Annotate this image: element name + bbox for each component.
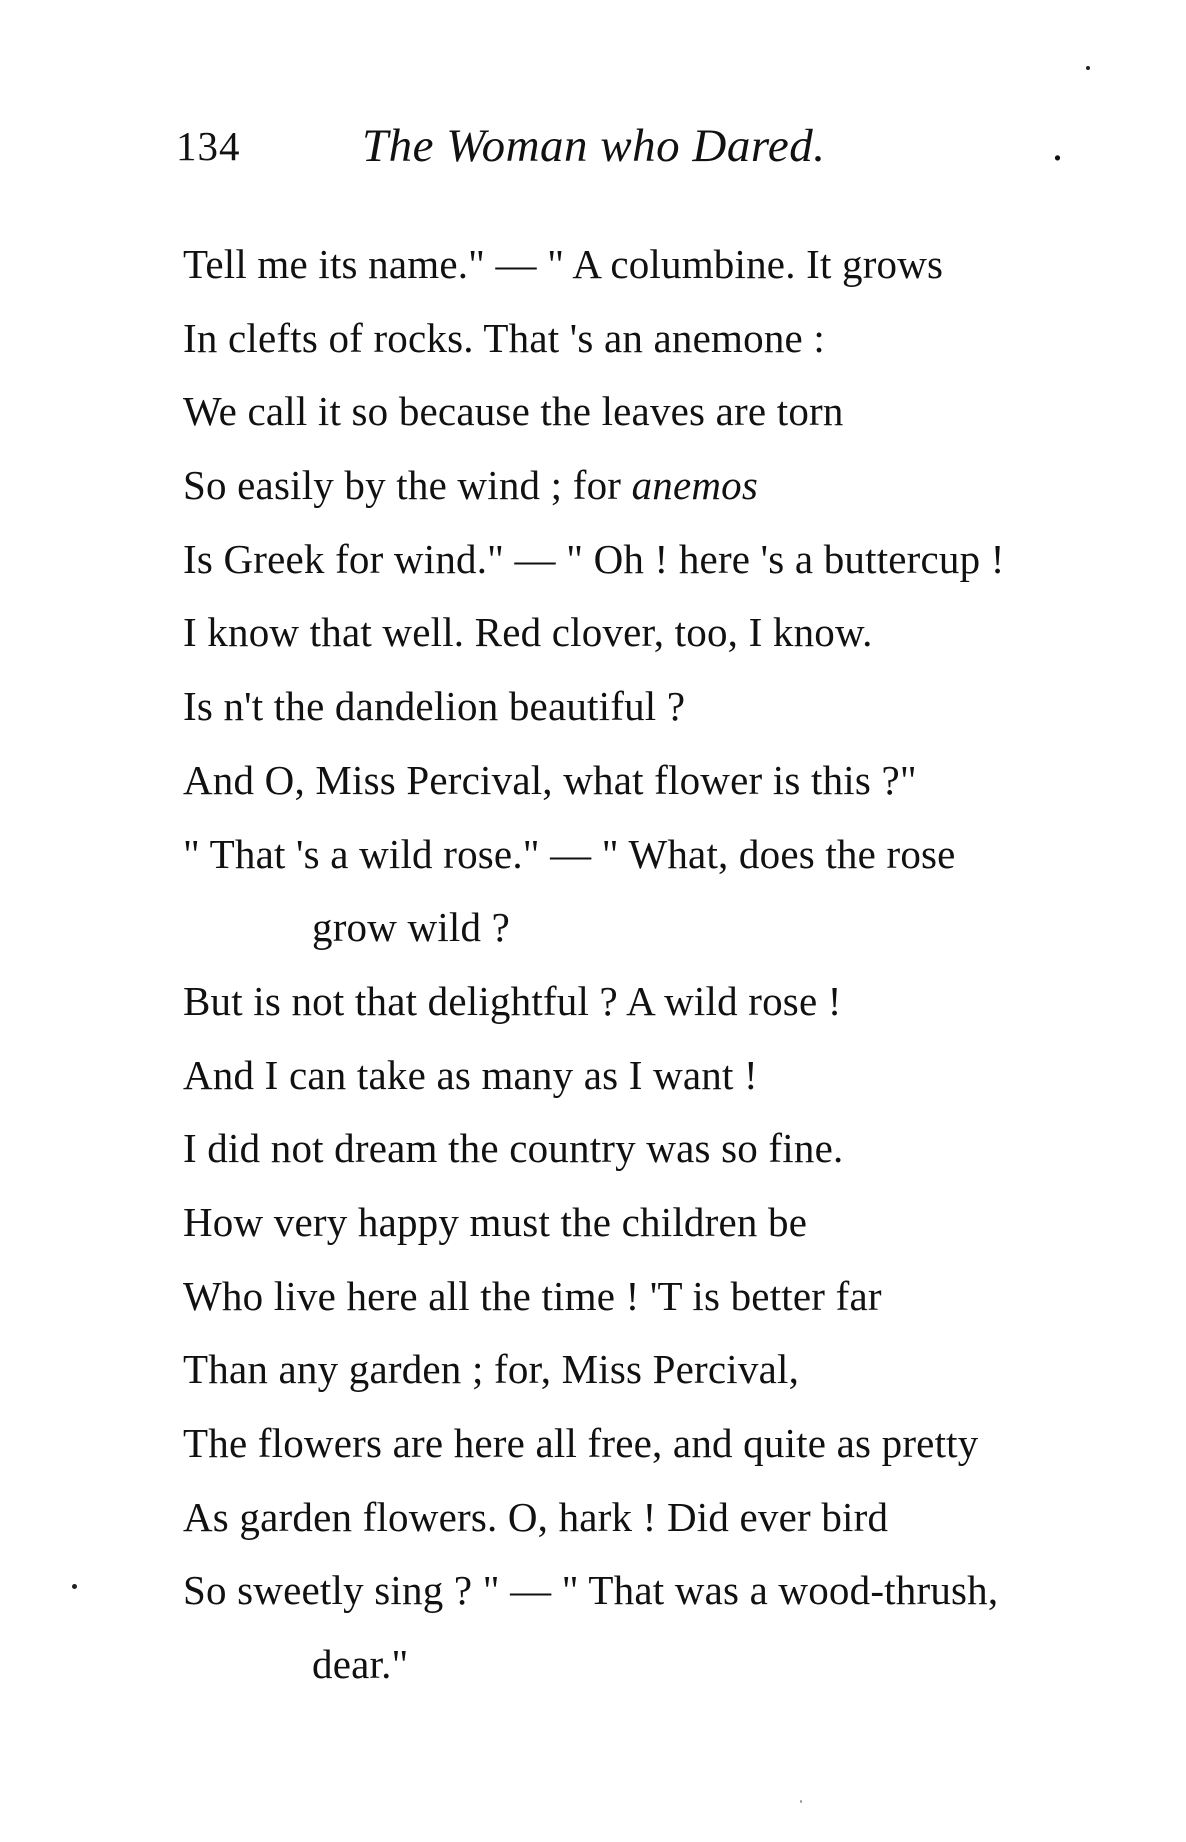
verse-line-13: How very happy must the children be: [183, 1198, 808, 1245]
verse-line-8: And O, Miss Percival, what flower is this ?": [183, 756, 917, 803]
verse-line-4-text: So easily by the wind ; for: [183, 462, 622, 509]
verse-line-2: In clefts of rocks. That 's an anemone :: [183, 314, 825, 361]
verse-line-14: Who live here all the time ! 'T is better far: [183, 1272, 882, 1319]
print-speck-bottom: [800, 1800, 802, 1803]
header-mark: .: [1052, 121, 1063, 170]
page-header: [0, 118, 1186, 178]
print-speck-margin-left: [72, 1584, 77, 1589]
verse-line-18-continuation: dear.": [312, 1641, 409, 1688]
verse-line-16: The flowers are here all free, and quite as pretty: [183, 1420, 979, 1466]
verse-line-15: Than any garden ; for, Miss Percival,: [183, 1346, 800, 1393]
verse-line-17: As garden flowers. O, hark ! Did ever bird: [183, 1493, 889, 1540]
page-number: 134: [176, 123, 241, 169]
verse-line-5: Is Greek for wind." — " Oh ! here 's a buttercup !: [183, 535, 1005, 582]
verse-line-9-continuation: grow wild ?: [312, 904, 511, 951]
verse-line-11: And I can take as many as I want !: [183, 1051, 758, 1098]
running-title: The Woman who Dared.: [362, 120, 826, 172]
verse-line-10: But is not that delightful ? A wild rose !: [183, 977, 842, 1024]
verse-line-12: I did not dream the country was so fine.: [183, 1125, 844, 1172]
verse-line-18: So sweetly sing ? " — " That was a wood-thrush,: [183, 1567, 999, 1614]
verse-line-4: [183, 449, 1123, 523]
italic-word-anemos: anemos: [631, 462, 759, 509]
verse-line-1: Tell me its name." — " A columbine. It grows: [183, 241, 944, 287]
verse-line-9: " That 's a wild rose." — " What, does the rose: [183, 830, 956, 877]
verse-line-6: I know that well. Red clover, too, I know.: [183, 609, 873, 656]
poem-text: [183, 228, 1123, 1702]
verse-line-3: We call it so because the leaves are torn: [183, 388, 844, 435]
verse-line-7: Is n't the dandelion beautiful ?: [183, 683, 686, 730]
print-speck-top-right: [1086, 66, 1090, 70]
